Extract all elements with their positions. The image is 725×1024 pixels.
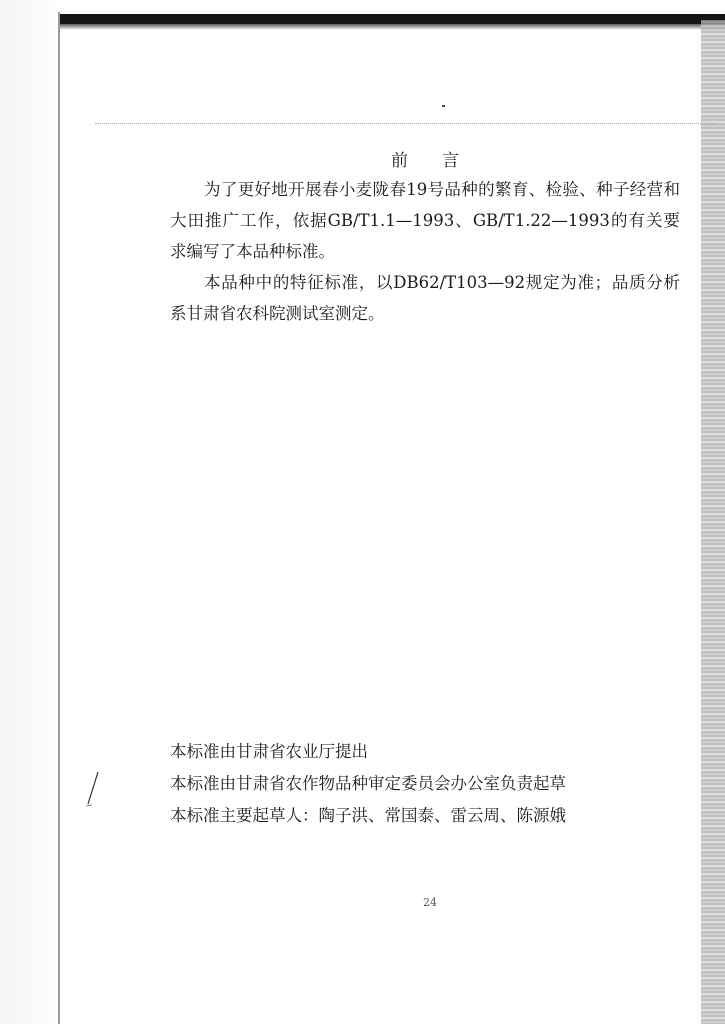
scan-right-edge-noise [701, 20, 725, 1024]
scan-left-margin [0, 0, 62, 1024]
drafting-info [170, 736, 690, 832]
scan-speck [442, 105, 445, 107]
drafting-unit-line: 本标准由甘肃省农作物品种审定委员会办公室负责起草 [170, 774, 566, 793]
page-number: 24 [423, 896, 437, 909]
proposer-line: 本标准由甘肃省农业厅提出 [170, 742, 368, 761]
scan-top-shadow-fade [60, 24, 725, 30]
drafters-line: 本标准主要起草人：陶子洪、常国泰、雷云周、陈源娥 [170, 806, 566, 825]
foreword-paragraph-1: 为了更好地开展春小麦陇春19号品种的繁育、检验、种子经营和大田推广工作，依据GB/T1.1—1993、GB/T1.22—1993的有关要求编写了本品种标准。 [170, 180, 680, 261]
handwritten-slash-mark [84, 770, 102, 810]
header-dotted-rule [95, 123, 715, 124]
scan-top-shadow-bar [60, 14, 725, 24]
page-left-edge-line [58, 12, 60, 1024]
foreword-paragraph-2: 本品种中的特征标准，以DB62/T103—92规定为准；品质分析系甘肃省农科院测试室测定。 [170, 273, 680, 323]
page-title: 前言 [391, 151, 493, 171]
